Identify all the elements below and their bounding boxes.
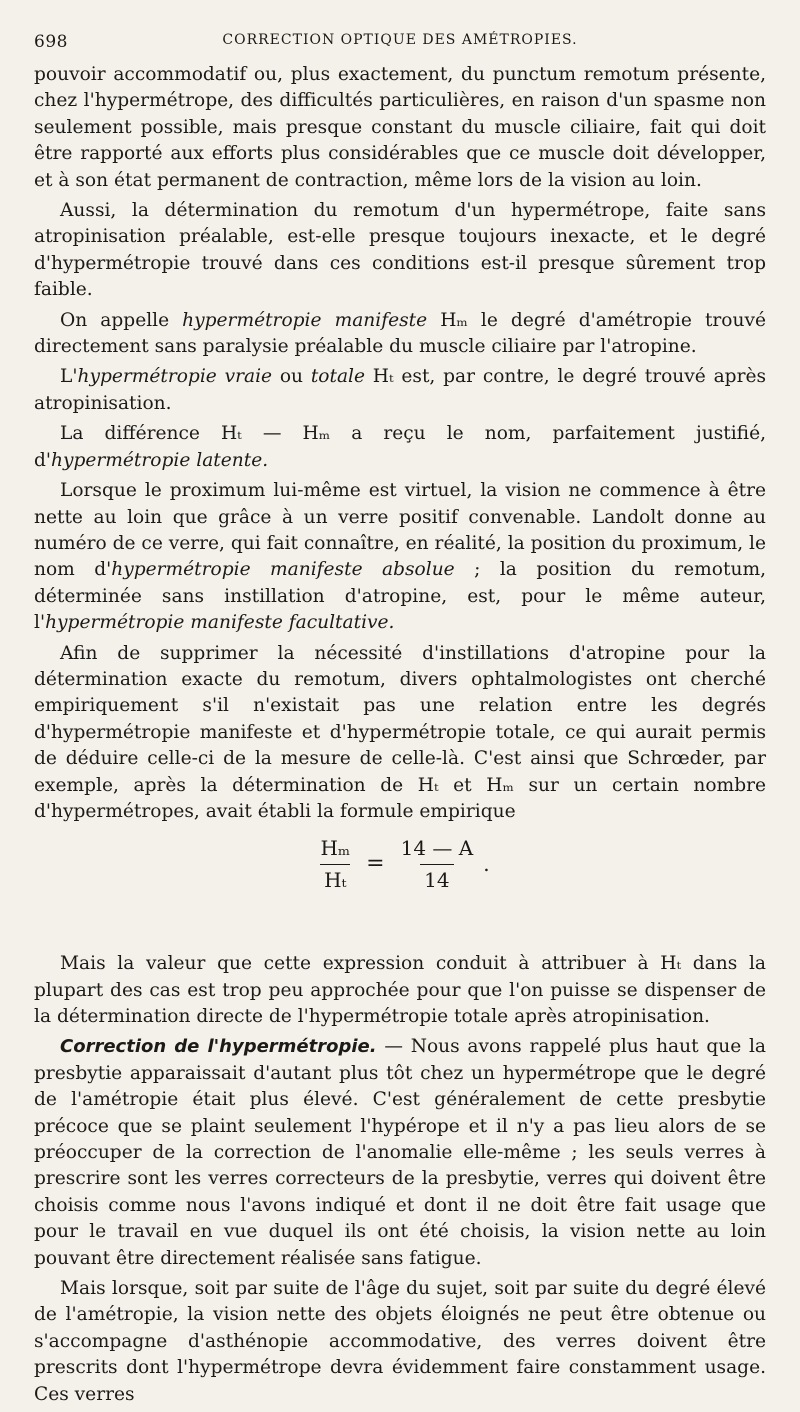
term-total: totale xyxy=(310,366,365,388)
term-absolute-manifest: hypermétropie manifeste absolue xyxy=(111,559,455,581)
formula-lhs xyxy=(316,835,354,893)
formula-lhs-denominator: Hₜ xyxy=(320,864,350,893)
text-run: L' xyxy=(60,366,78,388)
page-body xyxy=(34,62,766,1412)
paragraph-7: Afin de supprimer la nécessité d'instillations d'atropine pour la détermination exacte du remotum, divers ophtalmologistes ont cherché empiriquement s'il n'existait pas une relation entre les degrés d'hypermétropie manifeste et d'hypermétropie totale, ce qui aurait permis de déduire celle-ci de la mesure de celle-là. C'est ainsi que Schrœder, par exemple, après la détermination de Hₜ et Hₘ sur un certain nombre d'hypermétropes, avait établi la formule empirique xyxy=(34,642,766,822)
term-manifest-hyperopia: hypermétropie manifeste xyxy=(182,309,428,331)
formula-equals: = xyxy=(366,851,385,877)
paragraph-9 xyxy=(34,1034,766,1272)
formula-rhs xyxy=(397,835,478,893)
text-run: ou xyxy=(272,366,311,388)
text-run: ; la position du remotum, déterminée sans instillation d'atropine, est, pour le même auteur, l' xyxy=(34,559,766,634)
term-latent-hyperopia: hypermétropie latente. xyxy=(51,449,269,471)
schroeder-formula xyxy=(34,835,766,893)
paragraph-8: Mais la valeur que cette expression conduit à attribuer à Hₜ dans la plupart des cas est trop peu approchée pour que l'on puisse se dispenser de la détermination directe de l'hypermétropie totale après atropinisation. xyxy=(34,953,766,1027)
running-title: CORRECTION OPTIQUE DES AMÉTROPIES. xyxy=(222,32,578,48)
paragraph-4 xyxy=(34,364,766,417)
section-heading: Correction de l'hypermétropie. xyxy=(60,1036,377,1058)
paragraph-1: pouvoir accommodatif ou, plus exactement, du punctum remotum présente, chez l'hypermétrope, des difficultés particulières, en raison d'un spasme non seulement possible, mais presque constant du muscle ciliaire, fait qui doit être rapporté aux efforts plus considérables que ce muscle doit développer, et à son état permanent de contraction, même lors de la vision au loin. xyxy=(34,64,766,191)
term-facultative-manifest: hypermétropie manifeste facultative. xyxy=(45,612,395,634)
text-run: La différence Hₜ — Hₘ a reçu le nom, parfaitement justifié, d' xyxy=(34,423,766,471)
paragraph-2: Aussi, la détermination du remotum d'un hypermétrope, faite sans atropinisation préalable, est-elle presque toujours inexacte, et le degré d'hypermétropie trouvé dans ces conditions est-il presque sûrement trop faible. xyxy=(34,200,766,301)
text-run: On appelle xyxy=(60,309,183,331)
paragraph-5 xyxy=(34,421,766,474)
page-header xyxy=(34,28,766,54)
formula-rhs-numerator: 14 — A xyxy=(400,836,474,861)
page-number: 698 xyxy=(34,32,68,52)
term-true-hyperopia: hypermétropie vraie xyxy=(77,366,273,388)
text-run: — Nous avons rappelé plus haut que la presbytie apparaissait d'autant plus tôt chez un hypermétrope que le degré de l'amétropie était plus élevé. C'est généralement de cette presbytie précoce que se plaint seulement l'hypérope et il n'y a pas lieu alors de se préoccuper de la correction de l'anomalie elle-même ; les seuls verres à prescrire sont les verres correcteurs de la presbytie, verres qui doivent être choisis comme nous l'avons indiqué et dont il ne doit être fait usage que pour le travail en vue duquel ils ont été choisis, la vision nette au loin pouvant être directement réalisée sans fatigue. xyxy=(34,1036,766,1269)
formula-end: . xyxy=(483,852,490,877)
text-run: Hₘ le degré d'amétropie trouvé directement sans paralysie préalable du muscle ciliaire par l'atropine. xyxy=(34,309,766,358)
text-run: Hₜ est, par contre, le degré trouvé après atropinisation. xyxy=(34,366,767,414)
paragraph-3 xyxy=(34,308,766,361)
text-run: Lorsque le proximum lui-même est virtuel, la vision ne commence à être nette au loin que grâce à un verre positif convenable. Landolt donne au numéro de ce verre, qui fait connaître, en réalité, la position du proximum, le nom d' xyxy=(34,480,766,581)
paragraph-10: Mais lorsque, soit par suite de l'âge du sujet, soit par suite du degré élevé de l'amétropie, la vision nette des objets éloignés ne peut être obtenue ou s'accompagne d'asthénopie accommodative, des verres doivent être prescrits dont l'hypermétrope devra évidemment faire constamment usage. Ces verres xyxy=(34,1278,766,1405)
paragraph-6 xyxy=(34,478,766,636)
formula-rhs-denominator: 14 xyxy=(420,864,453,893)
formula-lhs-numerator: Hₘ xyxy=(320,836,351,861)
